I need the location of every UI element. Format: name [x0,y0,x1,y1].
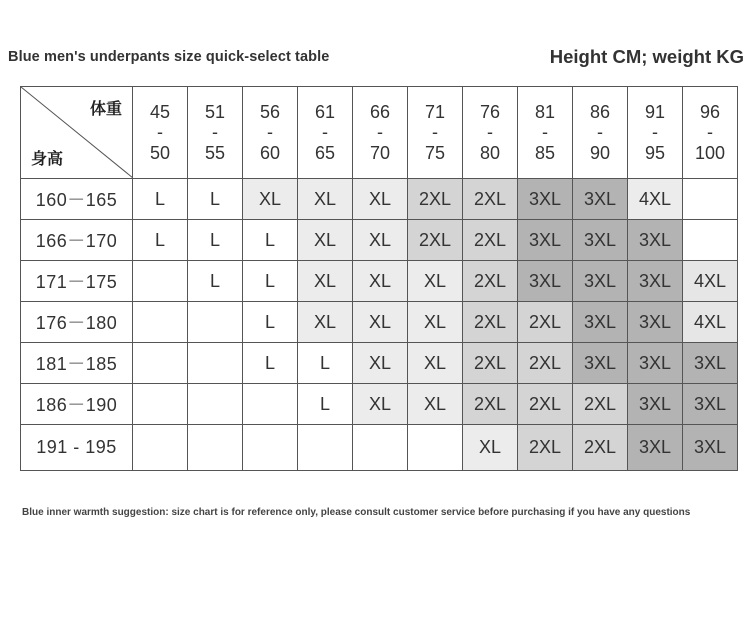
size-cell: 3XL [573,220,628,261]
size-cell: 3XL [573,343,628,384]
size-cell: XL [243,179,298,220]
weight-to: 65 [314,143,336,163]
weight-from: 81 [534,102,556,122]
size-cell [133,384,188,425]
weight-header-cell [298,87,353,179]
weight-to: 95 [644,143,666,163]
weight-dash: - [157,122,163,142]
size-cell: XL [298,261,353,302]
size-cell [243,384,298,425]
size-cell: 3XL [573,261,628,302]
size-chart-table [20,86,738,471]
size-cell: L [298,343,353,384]
size-cell: L [188,220,243,261]
weight-from: 45 [149,102,171,122]
weight-dash: - [487,122,493,142]
size-row [21,261,738,302]
weight-to: 55 [204,143,226,163]
size-cell [683,179,738,220]
weight-header-cell [683,87,738,179]
size-cell: 3XL [518,261,573,302]
corner-header-cell [21,87,133,179]
weight-header-row [21,87,738,179]
height-range-cell: 176－180 [21,302,133,343]
size-cell: XL [298,302,353,343]
size-cell [133,425,188,471]
weight-dash: - [652,122,658,142]
size-cell: 2XL [408,220,463,261]
weight-from: 71 [424,102,446,122]
weight-from: 66 [369,102,391,122]
size-cell: XL [298,220,353,261]
height-axis-label: 身高 [31,149,64,168]
size-cell [298,425,353,471]
weight-header-cell [463,87,518,179]
size-cell: 3XL [573,179,628,220]
weight-from: 86 [589,102,611,122]
weight-from: 51 [204,102,226,122]
weight-to: 50 [149,143,171,163]
size-cell [353,425,408,471]
weight-from: 96 [699,102,721,122]
size-cell: 2XL [518,384,573,425]
weight-to: 60 [259,143,281,163]
size-cell: XL [353,179,408,220]
size-cell: 3XL [628,302,683,343]
size-cell: XL [408,261,463,302]
size-cell: XL [353,261,408,302]
size-cell [133,261,188,302]
size-cell: 2XL [463,261,518,302]
size-cell: 3XL [518,179,573,220]
size-cell: 3XL [628,384,683,425]
size-cell: L [243,343,298,384]
size-cell [133,343,188,384]
size-cell: 3XL [628,220,683,261]
weight-from: 56 [259,102,281,122]
size-cell: XL [353,384,408,425]
table-title: Blue men's underpants size quick-select table [8,49,330,65]
size-cell: XL [353,302,408,343]
footnote: Blue inner warmth suggestion: size chart is for reference only, please consult customer service before purchasing if you have any questions [22,507,691,518]
weight-axis-label: 体重 [89,99,122,118]
weight-dash: - [707,122,713,142]
weight-header-cell [243,87,298,179]
size-cell: L [133,179,188,220]
height-range-cell: 191 - 195 [21,425,133,471]
size-cell: 3XL [518,220,573,261]
size-cell: XL [408,384,463,425]
size-cell: XL [353,220,408,261]
size-cell: 3XL [628,261,683,302]
size-cell: 2XL [518,425,573,471]
weight-to: 100 [694,143,726,163]
size-cell: 2XL [463,384,518,425]
size-cell: 3XL [573,302,628,343]
size-cell: 4XL [683,302,738,343]
size-cell: 2XL [573,384,628,425]
size-cell: 3XL [683,425,738,471]
weight-dash: - [432,122,438,142]
weight-header-cell [628,87,683,179]
size-cell: 3XL [683,384,738,425]
size-cell: XL [298,179,353,220]
size-cell [188,343,243,384]
size-cell: 2XL [573,425,628,471]
weight-header-cell [353,87,408,179]
size-cell: L [243,302,298,343]
size-cell: 2XL [518,302,573,343]
size-row [21,220,738,261]
size-cell [188,384,243,425]
size-cell: 3XL [628,343,683,384]
size-cell [188,425,243,471]
size-cell: XL [408,343,463,384]
size-cell [133,302,188,343]
height-range-cell: 186－190 [21,384,133,425]
size-row [21,302,738,343]
weight-header-cell [408,87,463,179]
weight-dash: - [267,122,273,142]
weight-dash: - [212,122,218,142]
size-cell [243,425,298,471]
weight-header-cell [188,87,243,179]
height-range-cell: 160－165 [21,179,133,220]
size-cell: L [243,261,298,302]
weight-dash: - [377,122,383,142]
height-range-cell: 171－175 [21,261,133,302]
size-cell: 4XL [683,261,738,302]
size-row [21,179,738,220]
size-row [21,384,738,425]
weight-to: 85 [534,143,556,163]
weight-to: 75 [424,143,446,163]
size-cell: L [298,384,353,425]
size-cell [683,220,738,261]
weight-dash: - [597,122,603,142]
size-cell: XL [353,343,408,384]
size-cell [188,302,243,343]
size-cell: L [188,179,243,220]
size-cell: XL [408,302,463,343]
size-cell: 2XL [463,220,518,261]
size-cell: 2XL [463,302,518,343]
size-cell: 2XL [463,343,518,384]
size-cell: XL [463,425,518,471]
size-cell [408,425,463,471]
size-cell: 3XL [628,425,683,471]
size-row [21,425,738,471]
weight-header-cell [573,87,628,179]
weight-to: 80 [479,143,501,163]
weight-dash: - [322,122,328,142]
weight-from: 61 [314,102,336,122]
size-cell: 4XL [628,179,683,220]
weight-header-cell [133,87,188,179]
size-cell: L [243,220,298,261]
size-cell: 2XL [518,343,573,384]
units-label: Height CM; weight KG [549,46,744,67]
size-cell: L [188,261,243,302]
size-row [21,343,738,384]
weight-header-cell [518,87,573,179]
weight-from: 76 [479,102,501,122]
size-cell: 2XL [463,179,518,220]
height-range-cell: 166－170 [21,220,133,261]
weight-from: 91 [644,102,666,122]
weight-to: 90 [589,143,611,163]
size-cell: 3XL [683,343,738,384]
size-cell: L [133,220,188,261]
weight-dash: - [542,122,548,142]
weight-to: 70 [369,143,391,163]
size-cell: 2XL [408,179,463,220]
height-range-cell: 181－185 [21,343,133,384]
